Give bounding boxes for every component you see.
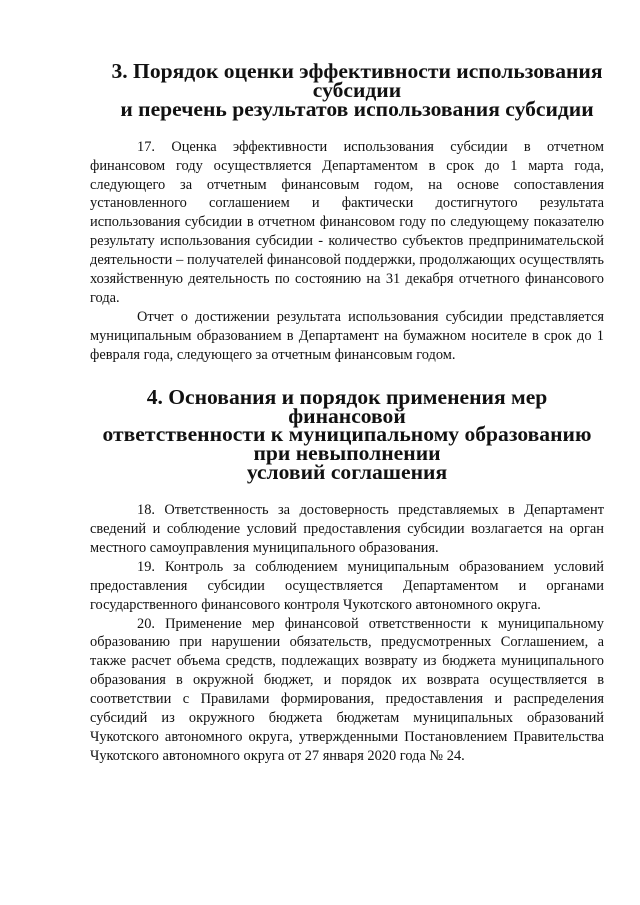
paragraph-18: 18. Ответственность за достоверность представляемых в Департамент сведений и соблюдение условий предоставления субсидии возлагается на орган местного самоуправления муниципального образования. bbox=[90, 502, 604, 556]
section-4-heading-line-1: 4. Основания и порядок применения мер финансовой bbox=[146, 384, 548, 428]
section-4-heading-line-2: ответственности к муниципальному образованию при невыполнении bbox=[102, 422, 592, 466]
paragraph-20: 20. Применение мер финансовой ответственности к муниципальному образованию при нарушении обязательств, предусмотренных Соглашением, а также расчет объема средств, подлежащих возврату из бюджета муниципального образования в окружной бюджет, и порядок их возврата осуществляется в соответствии с Правилами формирования, предоставления и распределения субсидий из окружного бюджета бюджетам муниципальных образований Чукотского автономного округа, утвержденными Постановлением Правительства Чукотского автономного округа от 27 января 2020 года № 24. bbox=[90, 615, 604, 764]
paragraph-report: Отчет о достижении результата использования субсидии представляется муниципальным образованием в Департамент на бумажном носителе в срок до 1 февраля года, следующего за отчетным финансовым годом. bbox=[90, 308, 604, 363]
section-3-heading bbox=[90, 59, 604, 121]
section-4-heading-line-3: условий соглашения bbox=[246, 460, 448, 485]
section-3-heading-line-1: 3. Порядок оценки эффективности использования субсидии bbox=[111, 59, 603, 102]
section-4-heading bbox=[90, 384, 604, 485]
paragraph-17: 17. Оценка эффективности использования субсидии в отчетном финансовом году осуществляется Департаментом в срок до 1 марта года, следующего за отчетным финансовым годом, на основе сопоставления установленного соглашением и фактически достигнутого результата использования субсидии в отчетном финансовом году по следующему показателю результату использования субсидии - количество субъектов предпринимательской деятельности – получателей финансовой поддержки, продолжающих осуществлять хозяйственную деятельность по состоянию на 31 декабря отчетного финансового года. bbox=[90, 138, 604, 306]
paragraph-19: 19. Контроль за соблюдением муниципальным образованием условий предоставления субсидии осуществляется Департаментом и органами государственного финансового контроля Чукотского автономного округа. bbox=[90, 558, 604, 613]
document-page bbox=[90, 59, 604, 766]
section-3-heading-line-2: и перечень результатов использования субсидии bbox=[120, 96, 594, 121]
